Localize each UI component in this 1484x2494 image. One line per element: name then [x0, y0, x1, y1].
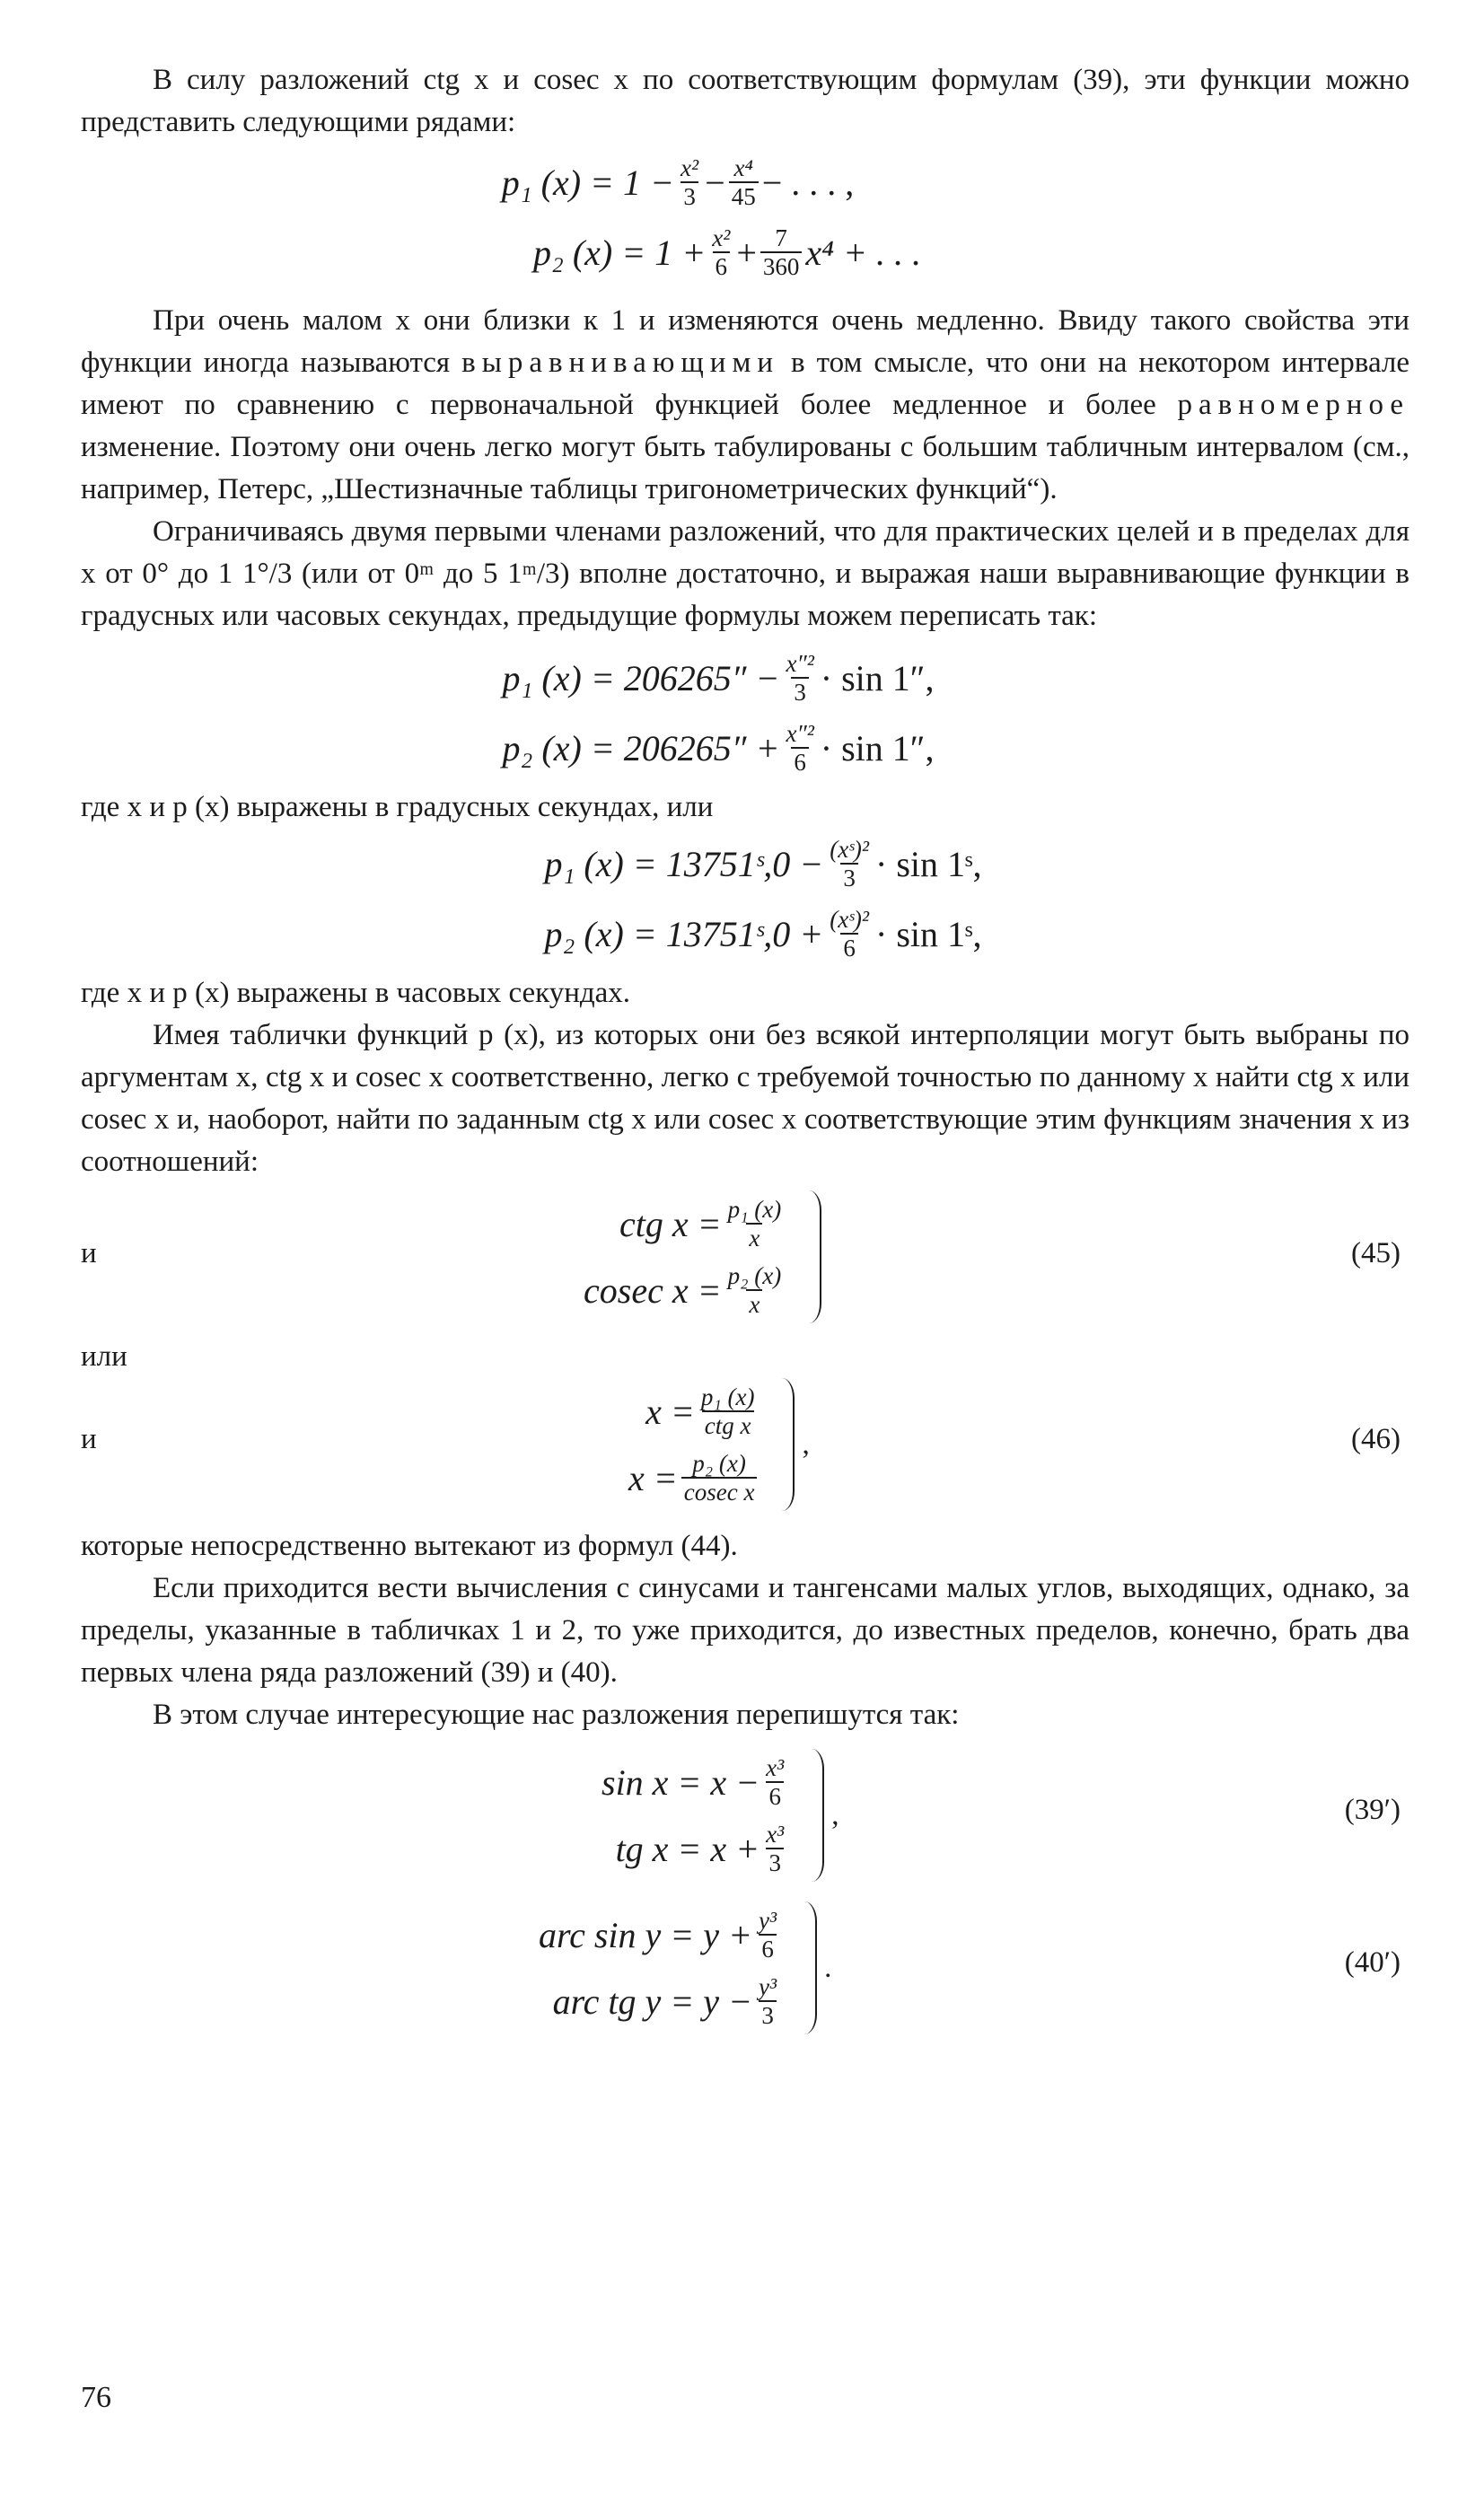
fraction: $\frac{\text{p₁ (x)}}{x}$: [727, 1196, 782, 1251]
fraction: $\frac{7}{360}$: [760, 224, 803, 280]
right-brace: [795, 1901, 817, 2034]
fraction: $\frac{\text{x⁴}}{45}$: [729, 154, 759, 210]
fraction: $\frac{\text{p₂ (x)}}{x}$: [727, 1262, 782, 1318]
fraction: $\frac{\text{y³}}{6}$: [759, 1907, 777, 1963]
eq-lhs: p₁ (x) = 1 −: [501, 162, 675, 203]
equation-number: (45): [1351, 1237, 1401, 1269]
equation-p1-degrees: p₁ (x) = 206265″ − $\frac{\text{x″²}}{3}$ · sin 1″,: [502, 650, 935, 706]
paragraph-limits: Ограничиваясь двумя первыми членами разложений, что для практических целей и в пределах для x от 0° до 1 1°/3 (или от 0ᵐ до 5 1ᵐ/3) вполне достаточно, и выражая наши выравнивающие функции в градусных или часовых секундах, предыдущие формулы можем переписать так:: [81, 515, 1409, 632]
eq-lhs: p₂ (x) = 1 +: [532, 232, 707, 273]
right-brace: [773, 1378, 795, 1511]
fraction: $\frac{\text{p₁ (x)}}{\text{ctg x}}$: [700, 1383, 755, 1439]
fraction: $\frac{\text{(xˢ)²}}{3}$: [830, 836, 869, 891]
fraction: $\frac{\text{p₂ (x)}}{\text{cosec x}}$: [681, 1450, 758, 1506]
paragraph-rewritten: В этом случае интересующие нас разложения перепишутся так:: [153, 1699, 960, 1731]
fraction: $\frac{\text{x³}}{3}$: [766, 1821, 785, 1876]
equation-system-39-prime: sin x = x − $\frac{\text{x³}}{6}$ tg x = x + $\frac{\text{x³}}{3}$ , (39′): [81, 1743, 1409, 1887]
word-or: или: [81, 1340, 127, 1373]
equation-number: (46): [1351, 1423, 1401, 1455]
fraction: $\frac{\text{(xˢ)²}}{6}$: [830, 906, 869, 962]
right-brace: [803, 1749, 824, 1882]
right-brace: [800, 1190, 821, 1323]
equation-p2-series: p₂ (x) = 1 + $\frac{\text{x²}}{6}$ + $\frac{7}{360}$ x⁴ + . . .: [532, 224, 922, 280]
fraction: $\frac{\text{y³}}{3}$: [759, 1973, 777, 2029]
equation-p2-degrees: p₂ (x) = 206265″ + $\frac{\text{x″²}}{6}$ · sin 1″,: [502, 720, 935, 776]
page-number: 76: [81, 2381, 111, 2414]
equation-p2-hours: p₂ (x) = 13751ˢ,0 + $\frac{\text{(xˢ)²}}{6}$ · sin 1ˢ,: [544, 906, 982, 962]
fraction: $\frac{\text{x²}}{6}$: [712, 224, 731, 280]
paragraph-derivation: которые непосредственно вытекают из формул (44).: [81, 1530, 738, 1562]
fraction: $\frac{\text{x³}}{6}$: [766, 1754, 785, 1810]
paragraph-small-angles: Если приходится вести вычисления с синусами и тангенсами малых углов, выходящих, однако, за пределы, указанные в табличках 1 и 2, то уже приходится, до известных пределов, конечно, брать два первых члена ряда разложений (39) и (40).: [81, 1572, 1409, 1689]
equation-system-40-prime: arc sin y = y + $\frac{\text{y³}}{6}$ arc tg y = y − $\frac{\text{y³}}{3}$ . (40′): [81, 1896, 1409, 2040]
paragraph-hours-note: где x и p (x) выражены в часовых секундах.: [81, 977, 631, 1009]
paragraph-tables: Имея таблички функций p (x), из которых они без всякой интерполяции могут быть выбраны по аргументам x, ctg x и cosec x соответственно, легко с требуемой точностью по данному x найти ctg x или cosec x и, наоборот, найти по заданным ctg x или cosec x соответствующие этим функциям значения x из соотношений:: [81, 1019, 1409, 1178]
equation-p1-hours: p₁ (x) = 13751ˢ,0 − $\frac{\text{(xˢ)²}}{3}$ · sin 1ˢ,: [544, 836, 982, 891]
paragraph-intro: В силу разложений ctg x и cosec x по соответствующим формулам (39), эти функции можно представить следующими рядами:: [81, 64, 1409, 138]
equation-system-46: и x = $\frac{\text{p₁ (x)}}{\text{ctg x}}$ x = $\frac{\text{p₂ (x)}}{\text{cosec x}}$ , (46): [81, 1378, 1409, 1513]
spaced-term: равномерное: [1177, 389, 1409, 421]
equation-p1-series: p₁ (x) = 1 − $\frac{\text{x²}}{3}$ − $\frac{\text{x⁴}}{45}$ − . . . ,: [501, 154, 855, 210]
spaced-term: выравнивающими: [461, 347, 780, 379]
equation-number: (40′): [1344, 1946, 1401, 1979]
fraction: $\frac{\text{x²}}{3}$: [681, 154, 699, 210]
fraction: $\frac{\text{x″²}}{6}$: [786, 720, 814, 776]
paragraph-smoothing: При очень малом x они близки к 1 и изменяются очень медленно. Ввиду такого свойства эти функции иногда называются выравнивающими в том смысле, что они на некотором интервале имеют по сравнению с первоначальной функцией более медленное и более равномерное изменение. Поэтому они очень легко могут быть табулированы с большим табличным интервалом (см., например, Петерс, „Шестизначные таблицы тригонометрических функций“).: [81, 304, 1410, 505]
paragraph-degrees-note: где x и p (x) выражены в градусных секундах, или: [81, 791, 714, 823]
fraction: $\frac{\text{x″²}}{3}$: [786, 650, 814, 706]
page-content: [81, 59, 1409, 2040]
equation-system-45: и ctg x = $\frac{\text{p₁ (x)}}{x}$ cosec x = $\frac{\text{p₂ (x)}}{x}$ (45): [81, 1187, 1409, 1330]
equation-number: (39′): [1344, 1794, 1401, 1826]
